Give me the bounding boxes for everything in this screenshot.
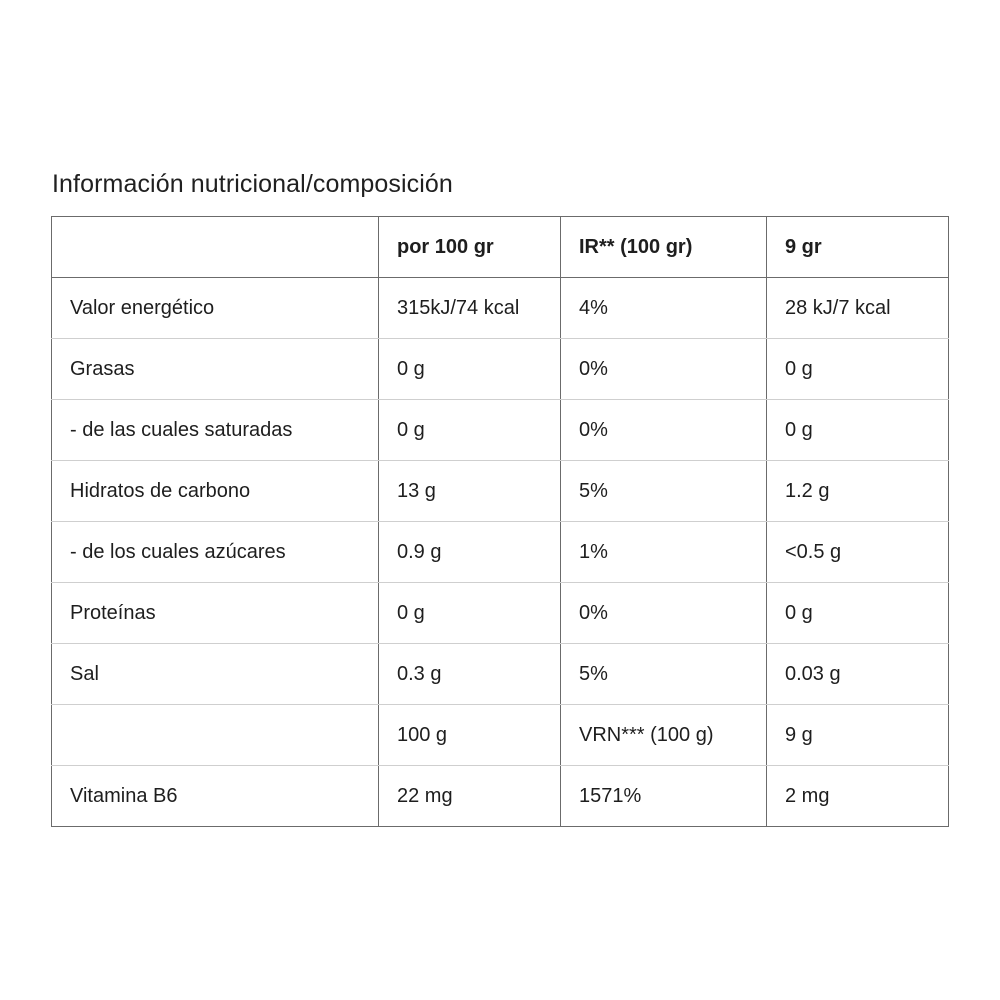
nutrient-name: Valor energético [52,278,379,339]
header-cell-per-100g: por 100 gr [379,217,561,278]
nutrient-name: Sal [52,644,379,705]
value-per-serving: 0 g [767,400,949,461]
value-per-100g: 13 g [379,461,561,522]
header-cell-per-serving: 9 gr [767,217,949,278]
value-per-100g: 22 mg [379,766,561,827]
value-ir: 4% [561,278,767,339]
table-header-row [52,217,949,278]
value-per-serving: <0.5 g [767,522,949,583]
value-per-100g: 0 g [379,400,561,461]
value-per-100g: 0 g [379,583,561,644]
nutrient-name [52,705,379,766]
table-row [52,644,949,705]
nutrient-name: - de las cuales saturadas [52,400,379,461]
nutrient-name: Proteínas [52,583,379,644]
page-title: Información nutricional/composición [52,170,453,198]
value-per-serving: 9 g [767,705,949,766]
value-per-100g: 0 g [379,339,561,400]
table-row [52,522,949,583]
value-ir: 0% [561,400,767,461]
value-per-serving: 1.2 g [767,461,949,522]
nutrient-name: Vitamina B6 [52,766,379,827]
value-vrn: 1571% [561,766,767,827]
table-row [52,400,949,461]
value-per-serving: 0 g [767,583,949,644]
nutrient-name: Hidratos de carbono [52,461,379,522]
table-row [52,339,949,400]
value-per-serving: 28 kJ/7 kcal [767,278,949,339]
value-per-100g: 100 g [379,705,561,766]
table-row [52,766,949,827]
value-ir: 5% [561,461,767,522]
table-row [52,461,949,522]
value-per-serving: 2 mg [767,766,949,827]
value-per-serving: 0 g [767,339,949,400]
value-ir: 0% [561,339,767,400]
value-per-100g: 0.9 g [379,522,561,583]
header-cell-label [52,217,379,278]
table-subheader-row [52,705,949,766]
nutrient-name: Grasas [52,339,379,400]
value-ir: 5% [561,644,767,705]
table-row [52,583,949,644]
value-vrn: VRN*** (100 g) [561,705,767,766]
table-row [52,278,949,339]
value-ir: 0% [561,583,767,644]
nutrition-table [51,216,949,827]
header-cell-ir: IR** (100 gr) [561,217,767,278]
value-per-100g: 315kJ/74 kcal [379,278,561,339]
value-per-serving: 0.03 g [767,644,949,705]
value-per-100g: 0.3 g [379,644,561,705]
nutrient-name: - de los cuales azúcares [52,522,379,583]
value-ir: 1% [561,522,767,583]
